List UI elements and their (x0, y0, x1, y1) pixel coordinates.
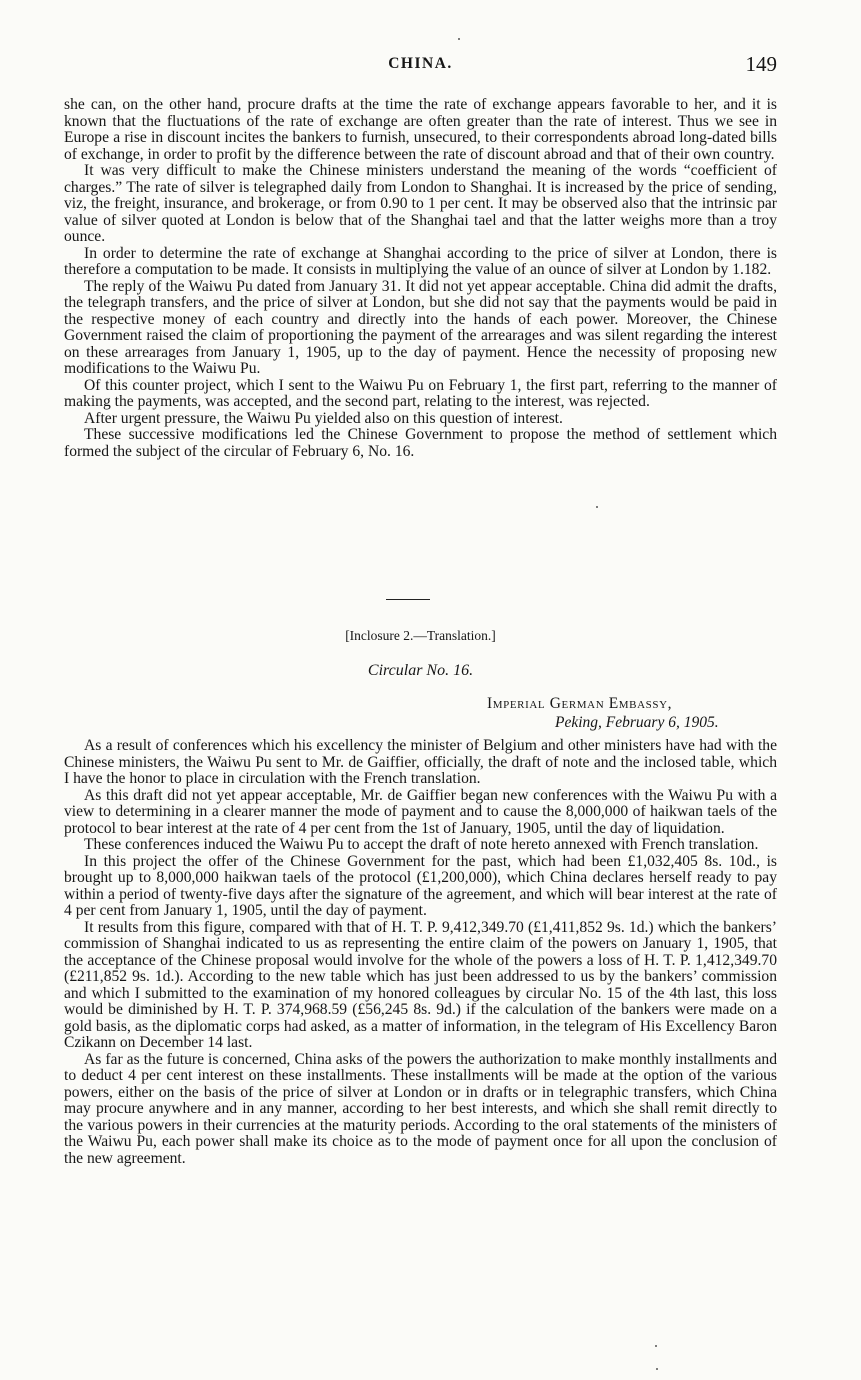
paragraph: It results from this figure, compared with that of H. T. P. 9,412,349.70 (£1,411,852 9s. 1d.) which the bankers’ commission of Shanghai indicated to us as representing the entire claim of the powers on January 1, 1905, that the acceptance of the Chinese proposal would involve for the whole of the powers a loss of H. T. P. 1,412,349.70 (£211,852 9s. 1d.). According to the new table which has just been addressed to us by the bankers’ commission and which I submitted to the examination of my honored colleagues by circular No. 15 of the 4th last, this loss would be diminished by H. T. P. 374,968.59 (£56,245 8s. 9d.) if the calculation of the bankers were made on a gold basis, as the diplomatic corps had asked, as a matter of information, in the telegram of His Excellency Baron Czikann on December 14 last. (64, 918, 777, 1051)
top-section (64, 97, 777, 460)
circular-title: Circular No. 16. (367, 662, 474, 679)
inclosure-heading: [Inclosure 2.—Translation.] (345, 628, 496, 643)
paragraph: It was very difficult to make the Chinese ministers understand the meaning of the words “coefficient of charges.” The rate of silver is telegraphed daily from London to Shanghai. It is increased by the price of sending, viz, the freight, insurance, and brokerage, or from 0.90 to 1 per cent. It may be observed also that the intrinsic par value of silver quoted at London is below that of the Shanghai tael and that the latter weighs more than a troy ounce. (64, 162, 777, 245)
paragraph: These successive modifications led the Chinese Government to propose the method of settlement which formed the subject of the circular of February 6, No. 16. (64, 426, 777, 460)
page-header (64, 52, 777, 80)
paragraph: In order to determine the rate of exchange at Shanghai according to the price of silver at London, there is therefore a computation to be made. It consists in multiplying the value of an ounce of silver at London by 1.182. (64, 244, 777, 278)
scan-speck (458, 38, 460, 40)
paragraph: After urgent pressure, the Waiwu Pu yielded also on this question of interest. (84, 409, 563, 427)
paragraph: The reply of the Waiwu Pu dated from January 31. It did not yet appear acceptable. China did admit the drafts, the telegraph transfers, and the price of silver at London, but she did not say that the payments would be paid in the respective money of each country and directly into the hands of each power. Moreover, the Chinese Government raised the claim of proportioning the payment of the arrearages and was silent regarding the interest on these arrearages from January 1, 1905, up to the day of payment. Hence the necessity of proposing new modifications to the Waiwu Pu. (64, 277, 777, 377)
page-number: 149 (745, 52, 777, 76)
dateline: Peking, February 6, 1905. (555, 714, 719, 731)
paragraph: As a result of conferences which his excellency the minister of Belgium and other ministers have had with the Chinese ministers, the Waiwu Pu sent to Mr. de Gaiffier, officially, the draft of note and the inclosed table, which I have the honor to place in circulation with the French translation. (64, 737, 777, 787)
paragraph: In this project the offer of the Chinese Government for the past, which had been £1,032,405 8s. 10d., is brought up to 8,000,000 haikwan taels of the protocol (£1,200,000), which China declares herself ready to pay within a period of twenty-five days after the signature of the agreement, and which will bear interest at the rate of 4 per cent from January 1, 1905, until the day of payment. (64, 852, 777, 919)
embassy-name: Imperial German Embassy, (487, 695, 673, 712)
section-divider (386, 599, 430, 600)
scan-speck (596, 506, 598, 508)
paragraph: Of this counter project, which I sent to the Waiwu Pu on February 1, the first part, referring to the manner of making the payments, was accepted, and the second part, relating to the interest, was rejected. (64, 376, 777, 410)
running-title: CHINA. (388, 55, 453, 72)
circular-body (64, 738, 777, 1167)
paragraph: As this draft did not yet appear acceptable, Mr. de Gaiffier began new conferences with the Waiwu Pu with a view to determining in a clearer manner the mode of payment and to cause the 8,000,000 of haikwan taels of the protocol to bear interest at the rate of 4 per cent from the 1st of January, 1905, until the day of liquidation. (64, 786, 777, 837)
scan-speck (656, 1368, 658, 1370)
paragraph: she can, on the other hand, procure drafts at the time the rate of exchange appears favorable to her, and it is known that the fluctuations of the rate of exchange are often greater than the rate of interest. Thus we see in Europe a rise in discount incites the bankers to furnish, unsecured, to their correspondents abroad long-dated bills of exchange, in order to profit by the difference between the rate of discount abroad and that of their own country. (64, 96, 777, 163)
scan-speck (655, 1345, 657, 1347)
paragraph: As far as the future is concerned, China asks of the powers the authorization to make monthly installments and to deduct 4 per cent interest on these installments. These installments will be made at the option of the various powers, either on the basis of the price of silver at London or in drafts or in telegraphic transfers, which China may procure anywhere and in any manner, according to her best interests, and which she shall remit directly to the various powers in their currencies at the maturity periods. According to the oral statements of the ministers of the Waiwu Pu, each power shall make its choice as to the mode of payment once for all upon the conclusion of the new agreement. (64, 1050, 777, 1167)
paragraph: These conferences induced the Waiwu Pu to accept the draft of note hereto annexed with French translation. (84, 836, 759, 853)
